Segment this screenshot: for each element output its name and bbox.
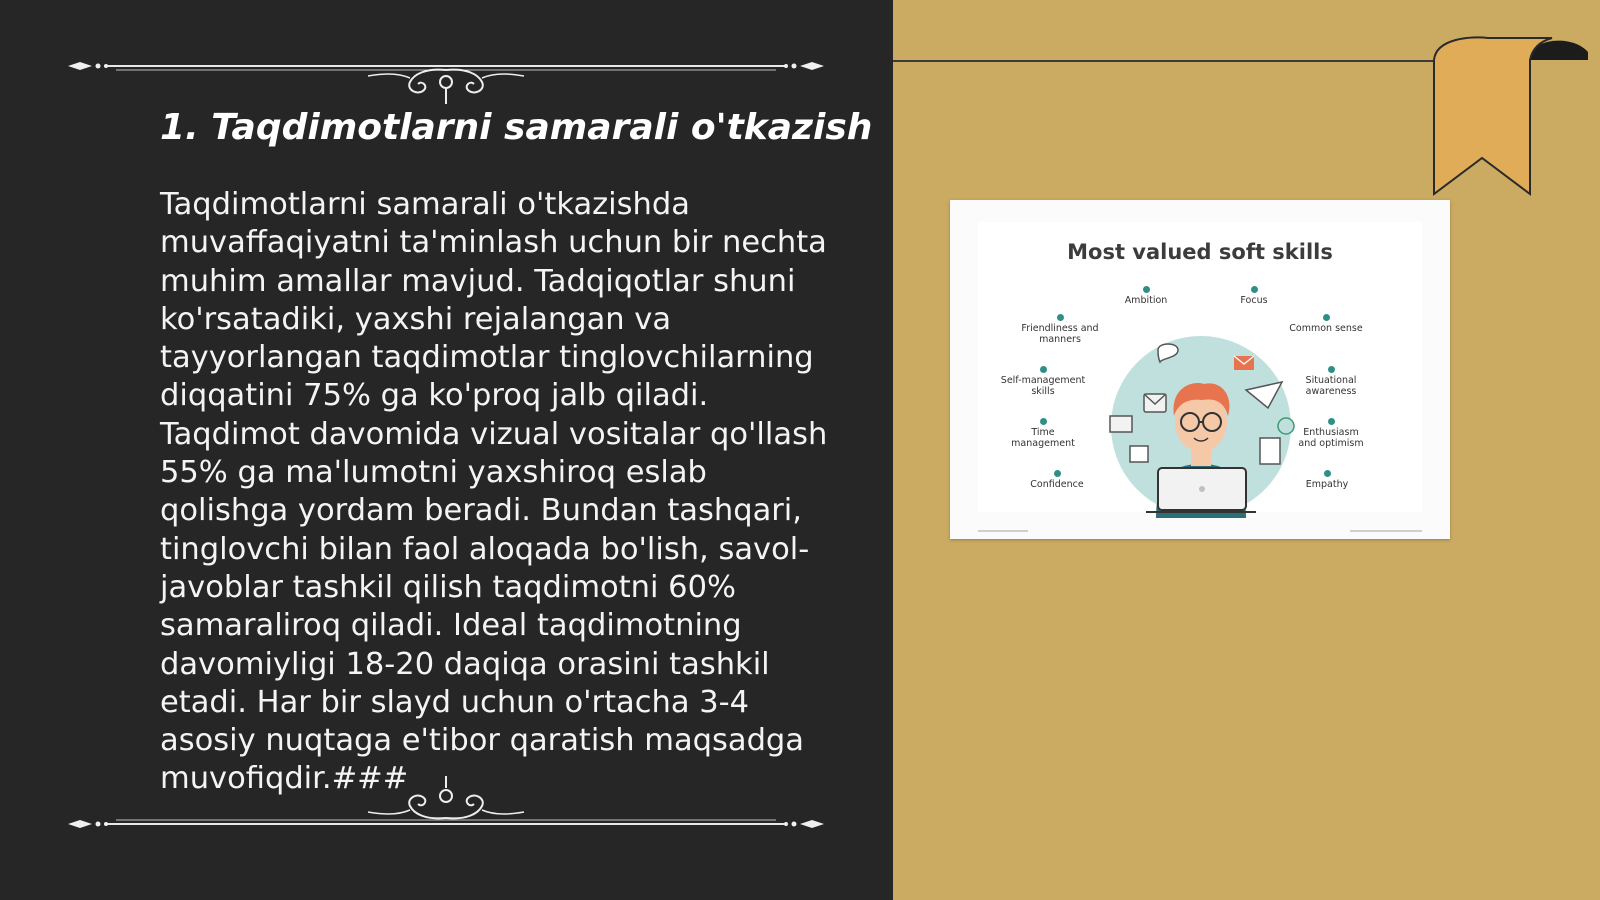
slide-body-text: Taqdimotlarni samarali o'tkazishda muvaffaqiyatni ta'minlash uchun bir nechta muhim amallar mavjud. Tadqiqotlar shuni ko'rsatadiki, yaxshi rejalangan va tayyorlangan taqdimotlar tinglovchilarning diqqatini 75% ga ko'proq jalb qiladi. Taqdimot davomida vizual vositalar qo'llash 55% ga ma'lumotni yaxshiroq eslab qolishga yordam beradi. Bundan tashqari, tinglovchi bilan faol aloqada bo'lish, savol-javoblar tashkil qilish taqdimotni 60% samaraliroq qiladi. Ideal taqdimotning davomiyligi 18-20 daqiqa orasini tashkil etadi. Har bir slayd uchun o'rtacha 3-4 asosiy nuqtaga e'tibor qaratish maqsadga muvofiqdir.###	[160, 187, 828, 797]
skill-self-management: Self-management skills	[996, 366, 1090, 397]
slide-title: 1. Taqdimotlarni samarali o'tkazish	[160, 107, 873, 148]
image-footer-line	[1350, 530, 1422, 532]
ornament-divider-top-icon	[66, 46, 826, 106]
skill-focus: Focus	[1194, 286, 1314, 307]
person-at-laptop-illustration	[1096, 318, 1306, 518]
skill-enthusiasm: Enthusiasm and optimism	[1296, 418, 1366, 449]
skill-situational-awareness: Situational awareness	[1296, 366, 1366, 397]
skill-common-sense: Common sense	[1272, 314, 1380, 335]
soft-skills-image-card	[950, 200, 1450, 539]
divider-line	[893, 60, 1456, 62]
skill-confidence: Confidence	[1002, 470, 1112, 491]
image-title: Most valued soft skills	[1067, 240, 1333, 264]
ornament-divider-bottom-icon	[66, 774, 826, 834]
bookmark-ribbon-icon	[1432, 34, 1592, 204]
image-footer-line	[978, 530, 1028, 532]
skill-time-management: Time management	[1008, 418, 1078, 449]
skill-empathy: Empathy	[1272, 470, 1382, 491]
skill-ambition: Ambition	[1086, 286, 1206, 307]
skill-friendliness: Friendliness and manners	[1006, 314, 1114, 345]
